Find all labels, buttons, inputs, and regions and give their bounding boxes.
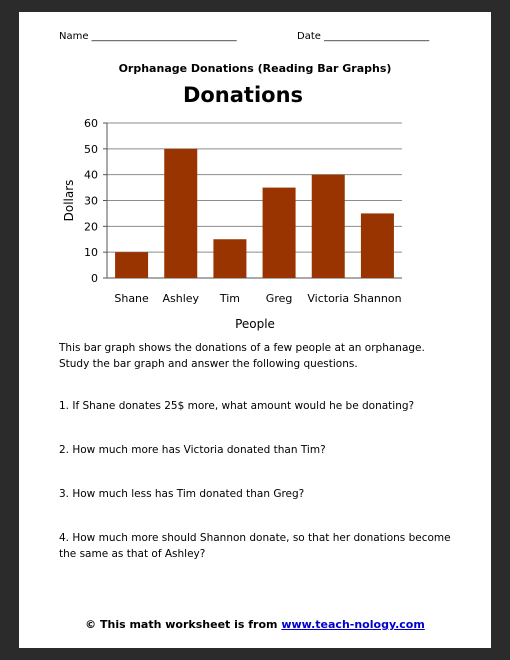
donations-bar-chart: [19, 12, 491, 342]
y-axis-label: Dollars: [62, 179, 76, 222]
x-tick-label: Shane: [114, 292, 149, 305]
chart-title: Donations: [182, 83, 304, 107]
date-field-line: Date _____________________: [297, 31, 430, 42]
question-2: 2. How much more has Victoria donated than Tim?: [59, 444, 326, 456]
question-1: 1. If Shane donates 25$ more, what amount would he be donating?: [59, 400, 415, 412]
intro-text: This bar graph shows the donations of a few people at an orphanage. Study the bar graph and answer the following questions.: [59, 342, 425, 370]
footer-text: © This math worksheet is from: [85, 618, 282, 631]
bar-victoria: [312, 175, 345, 278]
question-3: 3. How much less has Tim donated than Greg?: [59, 488, 305, 500]
x-tick-label: Victoria: [307, 292, 350, 305]
question-4: 4. How much more should Shannon donate, so that her donations become the same as that of Ashley?: [59, 532, 451, 560]
y-tick-label: 60: [84, 117, 98, 130]
bar-shane: [115, 252, 148, 278]
footer: [19, 618, 491, 631]
x-tick-label: Tim: [219, 292, 240, 305]
worksheet-page: [19, 12, 491, 648]
y-tick-label: 10: [84, 246, 98, 260]
y-tick-label: 20: [84, 220, 98, 234]
worksheet-subtitle: Orphanage Donations (Reading Bar Graphs): [118, 62, 392, 75]
bar-tim: [213, 239, 246, 278]
y-tick-label: 30: [84, 194, 98, 208]
x-tick-label: Greg: [265, 292, 293, 305]
x-axis-label: People: [235, 317, 275, 331]
footer-link[interactable]: www.teach-nology.com: [281, 618, 425, 631]
bar-greg: [263, 188, 296, 278]
x-tick-label: Ashley: [162, 292, 200, 305]
name-field-line: Name _____________________________: [59, 31, 237, 42]
y-tick-label: 40: [84, 168, 98, 182]
y-tick-label: 0: [91, 272, 98, 285]
bar-ashley: [164, 149, 197, 278]
x-tick-label: Shannon: [353, 292, 402, 305]
y-tick-label: 50: [84, 142, 98, 156]
bar-shannon: [361, 213, 394, 278]
